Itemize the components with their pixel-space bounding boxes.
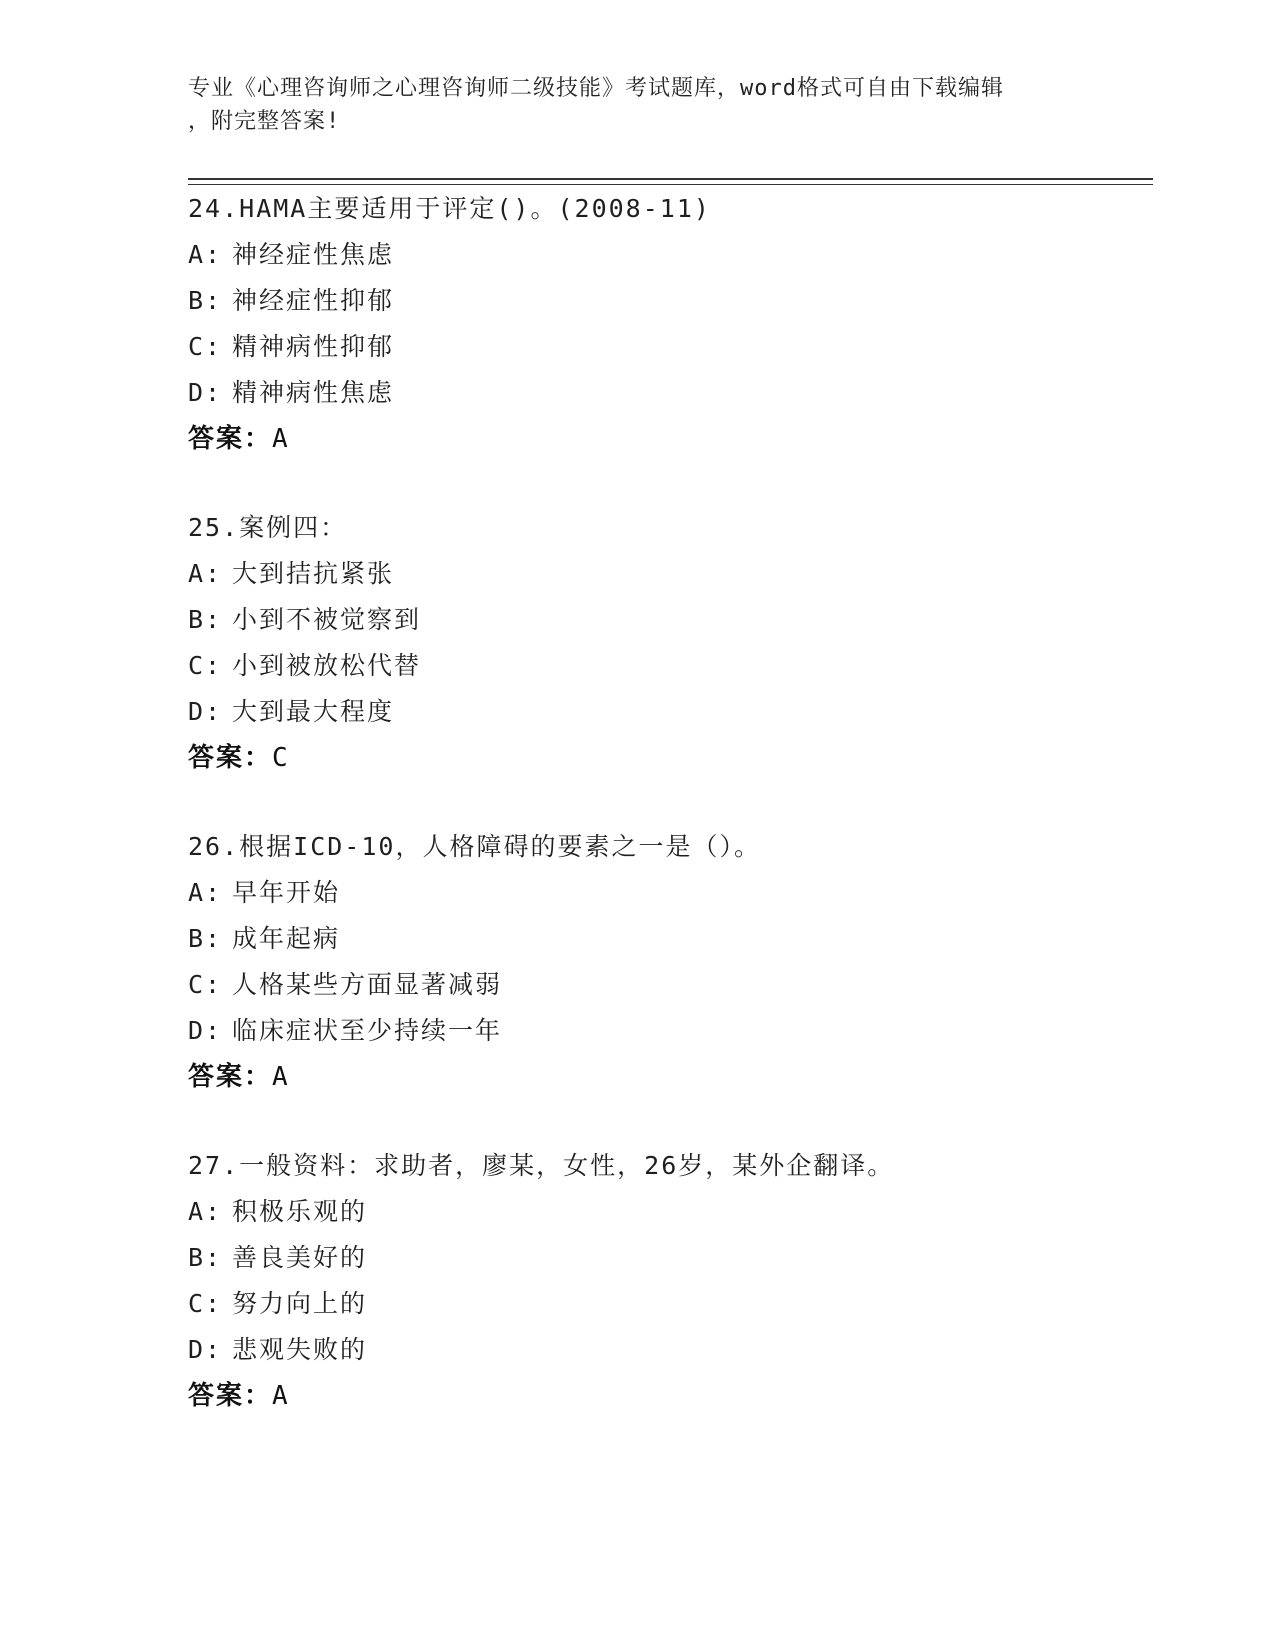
option-letter: A: [188,559,223,588]
question-stem: 25.案例四： [188,513,348,542]
question-stem: 24.HAMA主要适用于评定()。(2008-11) [188,194,711,223]
question-block [188,824,1148,1100]
option-letter: D: [188,697,223,726]
option-text: 小到不被觉察到 [232,605,422,634]
question-stem: 26.根据ICD-10，人格障碍的要素之一是（）。 [188,832,761,861]
option-letter: B: [188,1243,223,1272]
option-letter: B: [188,924,223,953]
answer-label: 答案： [188,1381,273,1411]
option-c [188,1281,1148,1327]
option-c [188,324,1148,370]
option-letter: A: [188,1197,223,1226]
option-b [188,597,1148,643]
answer-label: 答案： [188,424,273,454]
answer-line [188,735,1148,781]
option-text: 大到最大程度 [232,697,395,726]
option-a [188,232,1148,278]
answer-line [188,416,1148,462]
question-block [188,186,1148,462]
option-text: 大到拮抗紧张 [232,559,395,588]
option-letter: A: [188,240,223,269]
option-text: 神经症性抑郁 [232,286,395,315]
option-d [188,1327,1148,1373]
option-a [188,870,1148,916]
answer-label: 答案： [188,743,273,773]
document-header [188,72,1088,138]
answer-value: A [272,1062,290,1092]
option-d [188,689,1148,735]
option-letter: C: [188,970,223,999]
option-text: 小到被放松代替 [232,651,422,680]
option-c [188,962,1148,1008]
question-block [188,1143,1148,1419]
option-letter: C: [188,332,223,361]
option-a [188,1189,1148,1235]
answer-value: A [272,1381,290,1411]
header-line-2: ，附完整答案! [188,109,341,134]
option-text: 悲观失败的 [232,1335,368,1364]
option-letter: C: [188,1289,223,1318]
answer-value: C [272,743,290,773]
option-text: 临床症状至少持续一年 [232,1016,503,1045]
option-text: 早年开始 [232,878,341,907]
option-text: 精神病性焦虑 [232,378,395,407]
option-text: 积极乐观的 [232,1197,368,1226]
option-d [188,370,1148,416]
answer-label: 答案： [188,1062,273,1092]
option-text: 精神病性抑郁 [232,332,395,361]
option-text: 成年起病 [232,924,341,953]
header-divider-thin [188,184,1153,185]
option-text: 神经症性焦虑 [232,240,395,269]
option-letter: C: [188,651,223,680]
option-letter: D: [188,378,223,407]
option-text: 善良美好的 [232,1243,368,1272]
option-text: 人格某些方面显著减弱 [232,970,503,999]
option-b [188,916,1148,962]
question-block [188,505,1148,781]
option-letter: B: [188,286,223,315]
option-c [188,643,1148,689]
option-b [188,1235,1148,1281]
question-stem: 27.一般资料：求助者，廖某，女性，26岁，某外企翻译。 [188,1151,895,1180]
option-b [188,278,1148,324]
option-letter: D: [188,1335,223,1364]
header-divider-thick [188,178,1153,180]
option-d [188,1008,1148,1054]
answer-line [188,1054,1148,1100]
option-text: 努力向上的 [232,1289,368,1318]
header-line-1: 专业《心理咨询师之心理咨询师二级技能》考试题库，word格式可自由下载编辑 [188,76,1004,101]
answer-value: A [272,424,290,454]
option-letter: D: [188,1016,223,1045]
option-letter: A: [188,878,223,907]
answer-line [188,1373,1148,1419]
option-a [188,551,1148,597]
option-letter: B: [188,605,223,634]
